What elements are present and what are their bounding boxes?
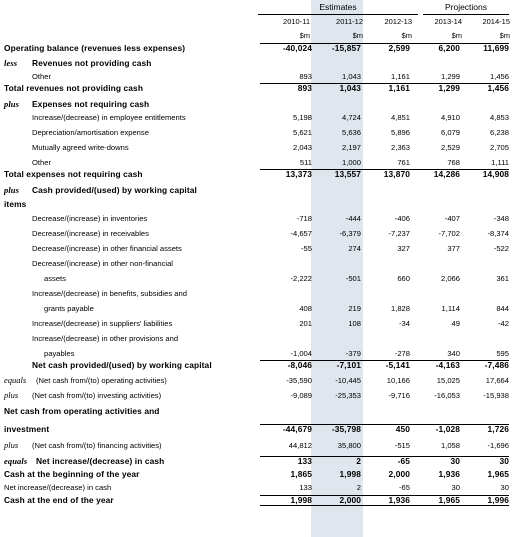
row-label: Decrease/(increase) in inventories [32, 214, 148, 223]
row-value: 327 [397, 244, 410, 253]
row-value: 1,828 [390, 304, 410, 313]
row-value: 2,000 [388, 469, 410, 479]
row-label: assets [44, 274, 66, 283]
table-row [0, 213, 513, 224]
table-row [0, 360, 513, 371]
row-value: -4,657 [290, 229, 312, 238]
row-label: (Net cash from/(to) operating activities) [36, 376, 167, 385]
row-value: 35,800 [337, 441, 361, 450]
row-value: 2,599 [388, 43, 410, 53]
year-header: 2012-13 [384, 17, 412, 26]
row-label: Other [32, 158, 51, 167]
row-value: -65 [399, 483, 410, 492]
row-value: 1,000 [341, 158, 361, 167]
row-label: (Net cash from/(to) financing activities) [32, 441, 162, 450]
row-value: -40,024 [282, 43, 312, 53]
row-label: Net cash from operating activities and [4, 406, 160, 416]
table-row [0, 243, 513, 254]
row-value: 893 [297, 83, 312, 93]
row-label: Cash provided/(used) by working capital [32, 185, 197, 195]
table-row [0, 456, 513, 467]
row-value: -10,445 [335, 376, 361, 385]
row-value: -515 [394, 441, 410, 450]
row-label: Increase/(decrease) in other provisions and [32, 334, 179, 343]
row-value: 274 [348, 244, 361, 253]
row-value: 30 [451, 483, 460, 492]
row-value: -2,222 [290, 274, 312, 283]
row-value: -1,004 [290, 349, 312, 358]
row-value: 340 [447, 349, 460, 358]
row-value: 14,286 [433, 169, 460, 179]
row-value: 1,865 [290, 469, 312, 479]
row-value: 133 [297, 456, 312, 466]
row-value: 5,896 [390, 128, 410, 137]
column-group-header [0, 2, 513, 15]
table-row [0, 185, 513, 196]
unit-header-row [0, 31, 513, 43]
row-value: -8,374 [487, 229, 509, 238]
row-value: 761 [397, 158, 410, 167]
row-value: -65 [397, 456, 410, 466]
row-value: -278 [394, 349, 410, 358]
row-value: -522 [493, 244, 509, 253]
row-label: Net cash provided/(used) by working capital [32, 360, 212, 370]
row-value: 450 [395, 424, 410, 434]
row-value: 4,853 [489, 113, 509, 122]
row-value: 1,998 [290, 495, 312, 505]
row-value: 2,043 [292, 143, 312, 152]
row-value: 14,908 [482, 169, 509, 179]
row-value: 2,529 [440, 143, 460, 152]
row-value: -1,696 [487, 441, 509, 450]
year-header: 2013-14 [434, 17, 462, 26]
table-row [0, 348, 513, 359]
table-row [0, 157, 513, 168]
row-value: -34 [399, 319, 410, 328]
table-row [0, 288, 513, 299]
row-value: 595 [496, 349, 509, 358]
row-value: 4,851 [390, 113, 410, 122]
row-value: 2 [356, 456, 361, 466]
row-label: Cash at the end of the year [4, 495, 114, 505]
row-prefix: plus [4, 185, 20, 195]
row-value: 13,557 [334, 169, 361, 179]
row-value: 219 [348, 304, 361, 313]
row-label: items [4, 199, 27, 209]
row-label: grants payable [44, 304, 94, 313]
table-row [0, 83, 513, 94]
row-label: investment [4, 424, 50, 434]
row-value: -348 [493, 214, 509, 223]
table-row [0, 333, 513, 344]
row-value: -444 [345, 214, 361, 223]
row-value: -7,486 [484, 360, 509, 370]
row-value: 2,363 [390, 143, 410, 152]
row-label: Increase/(decrease) in employee entitlements [32, 113, 186, 122]
row-value: -55 [301, 244, 312, 253]
year-header: 2011-12 [336, 17, 363, 26]
row-value: 11,699 [483, 43, 509, 53]
row-value: 1,111 [491, 158, 509, 167]
table-row [0, 127, 513, 138]
row-value: 30 [499, 456, 509, 466]
row-value: 201 [299, 319, 312, 328]
row-value: 893 [299, 72, 312, 81]
row-value: -16,053 [434, 391, 460, 400]
row-value: -15,857 [331, 43, 361, 53]
row-value: 660 [397, 274, 410, 283]
row-label: Net increase/(decrease) in cash [4, 483, 112, 492]
row-label: Depreciation/amortisation expense [32, 128, 149, 137]
projections-label: Projections [444, 2, 488, 12]
row-value: 1,161 [388, 83, 410, 93]
row-value: 1,058 [440, 441, 460, 450]
row-value: 2,197 [341, 143, 361, 152]
row-value: 1,299 [440, 72, 460, 81]
row-value: 15,025 [436, 376, 460, 385]
row-value: 17,664 [485, 376, 509, 385]
row-value: 2,066 [440, 274, 460, 283]
row-value: -6,379 [339, 229, 361, 238]
row-value: 13,870 [383, 169, 410, 179]
row-value: -25,353 [335, 391, 361, 400]
table-row [0, 440, 513, 451]
table-row [0, 318, 513, 329]
unit-header: $m [401, 31, 412, 40]
row-value: 377 [447, 244, 460, 253]
row-value: 2,000 [339, 495, 361, 505]
unit-header: $m [352, 31, 363, 40]
table-row [0, 303, 513, 314]
row-label: Total revenues not providing cash [4, 83, 144, 93]
row-value: -35,798 [331, 424, 361, 434]
row-prefix: plus [4, 440, 19, 450]
row-label: Increase/(decrease) in suppliers' liabilities [32, 319, 173, 328]
row-value: 1,299 [438, 83, 460, 93]
row-value: 1,043 [339, 83, 361, 93]
row-value: 5,198 [292, 113, 312, 122]
row-value: -7,237 [388, 229, 410, 238]
row-value: 6,200 [438, 43, 460, 53]
row-label: Decrease/(increase) in other financial assets [32, 244, 182, 253]
row-value: -9,089 [290, 391, 312, 400]
row-value: 133 [299, 483, 312, 492]
row-value: 6,079 [440, 128, 460, 137]
table-row [0, 112, 513, 123]
projections-group [423, 2, 509, 15]
row-value: 1,114 [441, 304, 460, 313]
row-value: 1,456 [489, 72, 509, 81]
table-row [0, 99, 513, 110]
row-value: -15,938 [483, 391, 509, 400]
row-value: -4,163 [435, 360, 460, 370]
row-value: -7,101 [336, 360, 361, 370]
table-row [0, 142, 513, 153]
row-value: 2,705 [489, 143, 509, 152]
row-value: -7,702 [438, 229, 460, 238]
row-value: 1,043 [341, 72, 361, 81]
row-value: -501 [345, 274, 361, 283]
table-row [0, 375, 513, 386]
row-prefix: less [4, 58, 18, 68]
row-value: 1,456 [487, 83, 509, 93]
row-label: Total expenses not requiring cash [4, 169, 143, 179]
table-row [0, 43, 513, 54]
row-value: 5,621 [292, 128, 312, 137]
row-value: 1,726 [487, 424, 509, 434]
row-value: -406 [394, 214, 410, 223]
row-value: -5,141 [385, 360, 410, 370]
row-label: Increase/(decrease) in benefits, subsidies and [32, 289, 187, 298]
row-value: 1,936 [438, 469, 460, 479]
row-value: -9,716 [388, 391, 410, 400]
year-header: 2014-15 [482, 17, 510, 26]
row-value: -379 [345, 349, 361, 358]
row-value: -1,028 [435, 424, 460, 434]
row-label: Mutually agreed write-downs [32, 143, 129, 152]
row-value: 1,936 [388, 495, 410, 505]
row-label: Net increase/(decrease) in cash [36, 456, 165, 466]
row-value: -718 [296, 214, 312, 223]
row-value: -407 [444, 214, 460, 223]
row-value: 108 [348, 319, 361, 328]
row-prefix: plus [4, 99, 20, 109]
row-value: 768 [447, 158, 460, 167]
row-value: 49 [451, 319, 460, 328]
row-value: 361 [496, 274, 509, 283]
row-value: 1,965 [487, 469, 509, 479]
row-label: Cash at the beginning of the year [4, 469, 140, 479]
row-label: Decrease/(increase) in receivables [32, 229, 149, 238]
row-value: 30 [450, 456, 460, 466]
row-prefix: plus [4, 390, 19, 400]
row-value: -35,590 [286, 376, 312, 385]
table-row [0, 495, 513, 506]
row-value: 6,238 [489, 128, 509, 137]
row-value: 1,998 [339, 469, 361, 479]
table-row [0, 469, 513, 480]
row-label: Other [32, 72, 51, 81]
row-value: 1,965 [438, 495, 460, 505]
table-row [0, 199, 513, 210]
unit-header: $m [299, 31, 310, 40]
year-header: 2010-11 [283, 17, 310, 26]
row-value: -44,679 [282, 424, 312, 434]
row-value: 844 [496, 304, 509, 313]
row-label: Expenses not requiring cash [32, 99, 150, 109]
row-value: 408 [299, 304, 312, 313]
table-row [0, 424, 513, 435]
table-row [0, 169, 513, 180]
row-value: 4,724 [341, 113, 361, 122]
row-label: payables [44, 349, 75, 358]
table-row [0, 71, 513, 82]
row-label: Decrease/(increase) in other non-financial [32, 259, 173, 268]
row-value: 44,812 [288, 441, 312, 450]
row-value: 5,636 [341, 128, 361, 137]
row-label: Operating balance (revenues less expenses) [4, 43, 186, 53]
row-prefix: equals [4, 375, 27, 385]
table-row [0, 390, 513, 401]
row-label: Revenues not providing cash [32, 58, 152, 68]
row-prefix: equals [4, 456, 28, 466]
row-label: (Net cash from/(to) investing activities) [32, 391, 162, 400]
estimates-group [258, 2, 418, 15]
row-value: -42 [498, 319, 509, 328]
table-row [0, 58, 513, 69]
unit-header: $m [451, 31, 462, 40]
table-row [0, 228, 513, 239]
row-value: 1,161 [390, 72, 410, 81]
row-value: 30 [500, 483, 509, 492]
table-row [0, 406, 513, 417]
unit-header: $m [499, 31, 510, 40]
row-value: 13,373 [285, 169, 312, 179]
table-row [0, 273, 513, 284]
year-header-row [0, 17, 513, 29]
row-value: 1,996 [487, 495, 509, 505]
cash-flow-table [0, 43, 513, 506]
row-value: 511 [299, 158, 312, 167]
estimates-label: Estimates [319, 2, 357, 12]
row-value: -8,046 [287, 360, 312, 370]
row-value: 10,166 [386, 376, 410, 385]
row-value: 4,910 [440, 113, 460, 122]
row-value: 2 [356, 483, 361, 492]
table-row [0, 258, 513, 269]
table-row [0, 482, 513, 493]
